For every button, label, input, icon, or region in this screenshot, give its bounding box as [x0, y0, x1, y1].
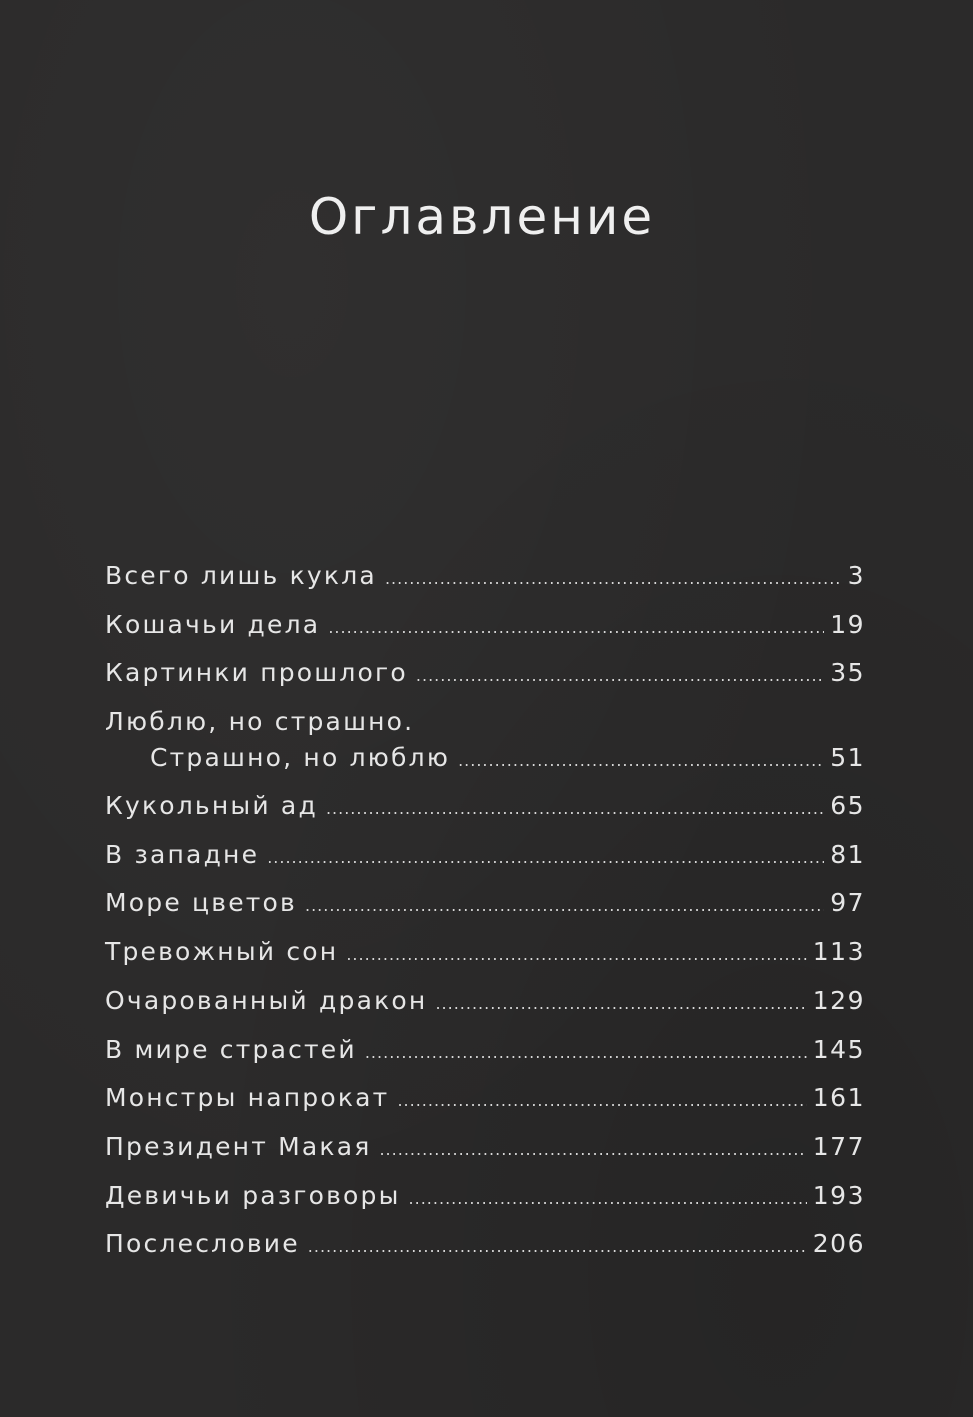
toc-entry-page: 81 [830, 839, 865, 869]
toc-entry[interactable] [105, 607, 865, 656]
toc-entry[interactable] [105, 1226, 865, 1275]
dot-leader [379, 1132, 806, 1168]
toc-entry-title: Президент Макая [105, 1131, 372, 1161]
page-title: Оглавление [308, 188, 656, 246]
toc-entry[interactable] [105, 788, 865, 837]
toc-entry[interactable] [105, 1080, 865, 1129]
toc-entry[interactable] [105, 558, 865, 607]
toc-entry-page: 19 [830, 609, 865, 639]
toc-entry-page: 145 [812, 1034, 865, 1064]
toc-entry[interactable] [105, 837, 865, 886]
toc-entry-title: Всего лишь кукла [105, 561, 377, 590]
dot-leader [308, 1229, 807, 1265]
toc-entry[interactable] [105, 1129, 865, 1178]
toc-entry-page: 161 [812, 1083, 865, 1113]
dot-leader [416, 658, 824, 694]
dot-leader [365, 1035, 807, 1071]
toc-entry-page: 97 [830, 888, 865, 918]
dot-leader [305, 888, 824, 924]
dot-leader [385, 561, 842, 597]
toc-entry-title: Кошачьи дела [105, 609, 321, 639]
toc-entry-title: Картинки прошлого [105, 658, 408, 688]
toc-entry-title: В западне [105, 839, 260, 869]
toc-entry-page: 51 [830, 743, 865, 773]
toc-entry-title: Тревожный сон [105, 937, 339, 967]
toc-entry[interactable] [105, 983, 865, 1032]
toc-entry-title: В мире страстей [105, 1034, 357, 1064]
toc-entry-title: Послесловие [105, 1229, 300, 1259]
toc-entry-title: Кукольный ад [105, 791, 318, 821]
dot-leader [397, 1083, 806, 1119]
toc-entry-page: 177 [812, 1131, 865, 1161]
dot-leader [435, 986, 806, 1022]
toc-entry-page: 35 [830, 658, 865, 688]
toc-entry-title: Монстры напрокат [105, 1083, 390, 1113]
toc-entry[interactable] [105, 934, 865, 983]
toc-entry-page: 113 [812, 937, 865, 967]
dot-leader [409, 1181, 807, 1217]
toc-entry-page: 65 [830, 791, 865, 821]
toc-entry[interactable] [105, 1032, 865, 1081]
toc-entry-page: 206 [812, 1229, 865, 1259]
dot-leader [267, 840, 824, 876]
toc-entry-title: Очарованный дракон [105, 985, 428, 1015]
toc-entry-page: 193 [812, 1180, 865, 1210]
toc-entry-title-line1: Люблю, но страшно. [105, 707, 415, 737]
toc-entry[interactable] [105, 704, 865, 788]
dot-leader [346, 937, 806, 973]
toc-entry-title: Девичьи разговоры [105, 1180, 401, 1210]
toc-entry-title: Море цветов [105, 888, 297, 918]
dot-leader [328, 610, 824, 646]
toc-entry[interactable] [105, 885, 865, 934]
toc-list [105, 558, 865, 1275]
toc-entry[interactable] [105, 655, 865, 704]
toc-entry-page: 129 [812, 985, 865, 1015]
dot-leader [458, 743, 824, 779]
dot-leader [326, 791, 824, 827]
toc-entry-page: 3 [847, 561, 865, 590]
toc-entry-title-line2: Страшно, но люблю [150, 743, 451, 773]
toc-entry[interactable] [105, 1178, 865, 1227]
